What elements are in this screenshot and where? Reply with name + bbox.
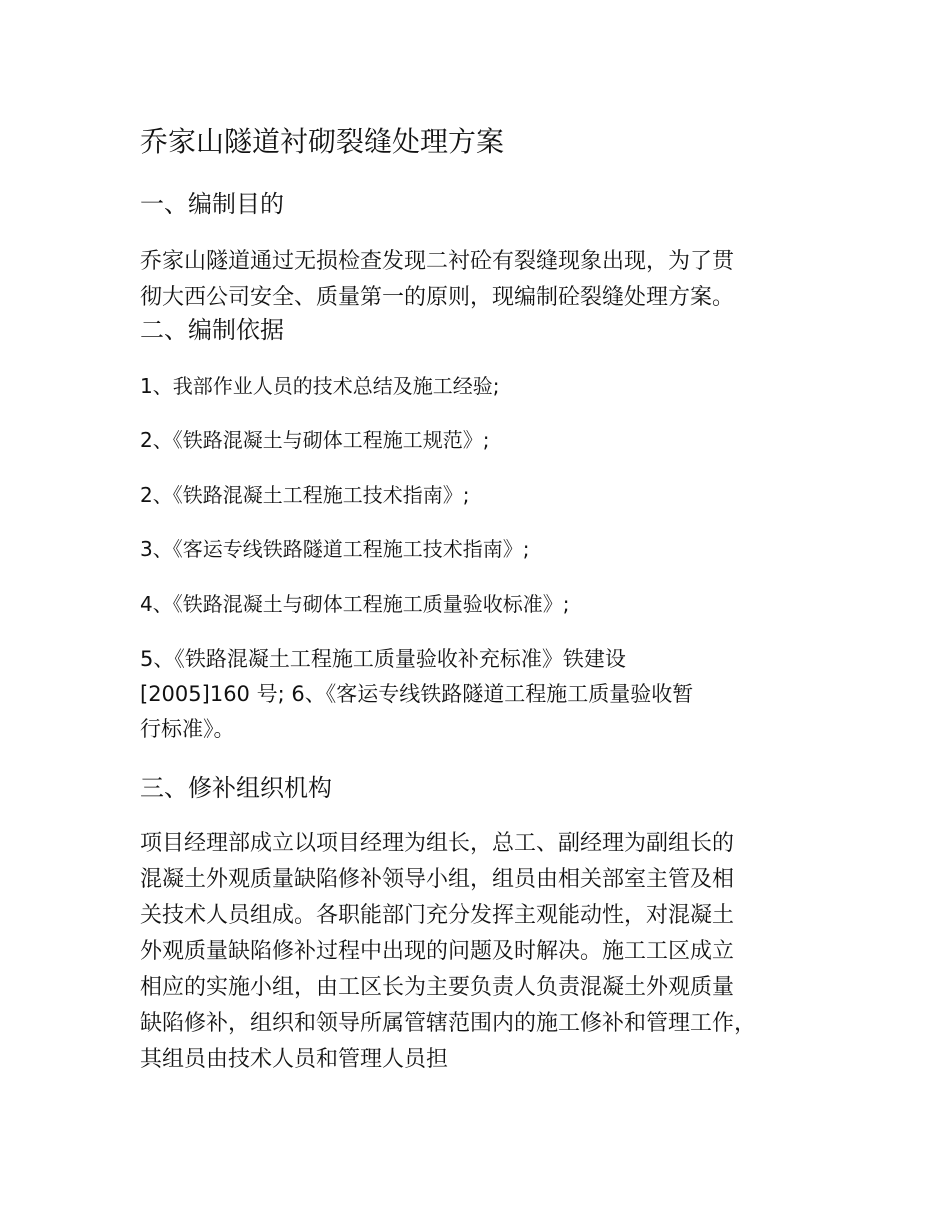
basis-item-line: 5、《铁路混凝土工程施工质量验收补充标准》铁建设 <box>140 647 626 671</box>
paragraph-line: 混凝土外观质量缺陷修补领导小组，组员由相关部室主管及相 <box>140 867 735 892</box>
basis-item: 2、《铁路混凝土与砌体工程施工规范》; <box>140 428 490 452</box>
paragraph-line: 缺陷修补，组织和领导所属管辖范围内的施工修补和管理工作， <box>140 1011 757 1036</box>
basis-item: 4、《铁路混凝土与砌体工程施工质量验收标准》; <box>140 592 570 616</box>
paragraph-line: 乔家山隧道通过无损检查发现二衬砼有裂缝现象出现，为了贯 <box>140 249 735 274</box>
paragraph-line: 彻大西公司安全、质量第一的原则，现编制砼裂缝处理方案。 <box>140 285 735 310</box>
basis-item: 3、《客运专线铁路隧道工程施工技术指南》; <box>140 537 530 561</box>
document-title: 乔家山隧道衬砌裂缝处理方案 <box>140 125 505 158</box>
paragraph-line: 其组员由技术人员和管理人员担 <box>140 1047 449 1072</box>
paragraph-line: 相应的实施小组，由工区长为主要负责人负责混凝土外观质量 <box>140 975 735 1000</box>
section-heading-purpose: 一、编制目的 <box>140 190 284 218</box>
basis-item-line: [2005]160 号; 6、《客运专线铁路隧道工程施工质量验收暂 <box>140 682 694 706</box>
basis-item-line: 行标准》。 <box>140 717 235 741</box>
paragraph-line: 项目经理部成立以项目经理为组长，总工、副经理为副组长的 <box>140 831 735 856</box>
paragraph-line: 外观质量缺陷修补过程中出现的问题及时解决。施工工区成立 <box>140 939 735 964</box>
basis-item: 2、《铁路混凝土工程施工技术指南》; <box>140 483 470 507</box>
section-heading-basis: 二、编制依据 <box>140 316 284 344</box>
section-heading-organization: 三、修补组织机构 <box>140 774 332 802</box>
basis-item: 1、我部作业人员的技术总结及施工经验; <box>140 374 500 398</box>
paragraph-line: 关技术人员组成。各职能部门充分发挥主观能动性，对混凝土 <box>140 903 735 928</box>
